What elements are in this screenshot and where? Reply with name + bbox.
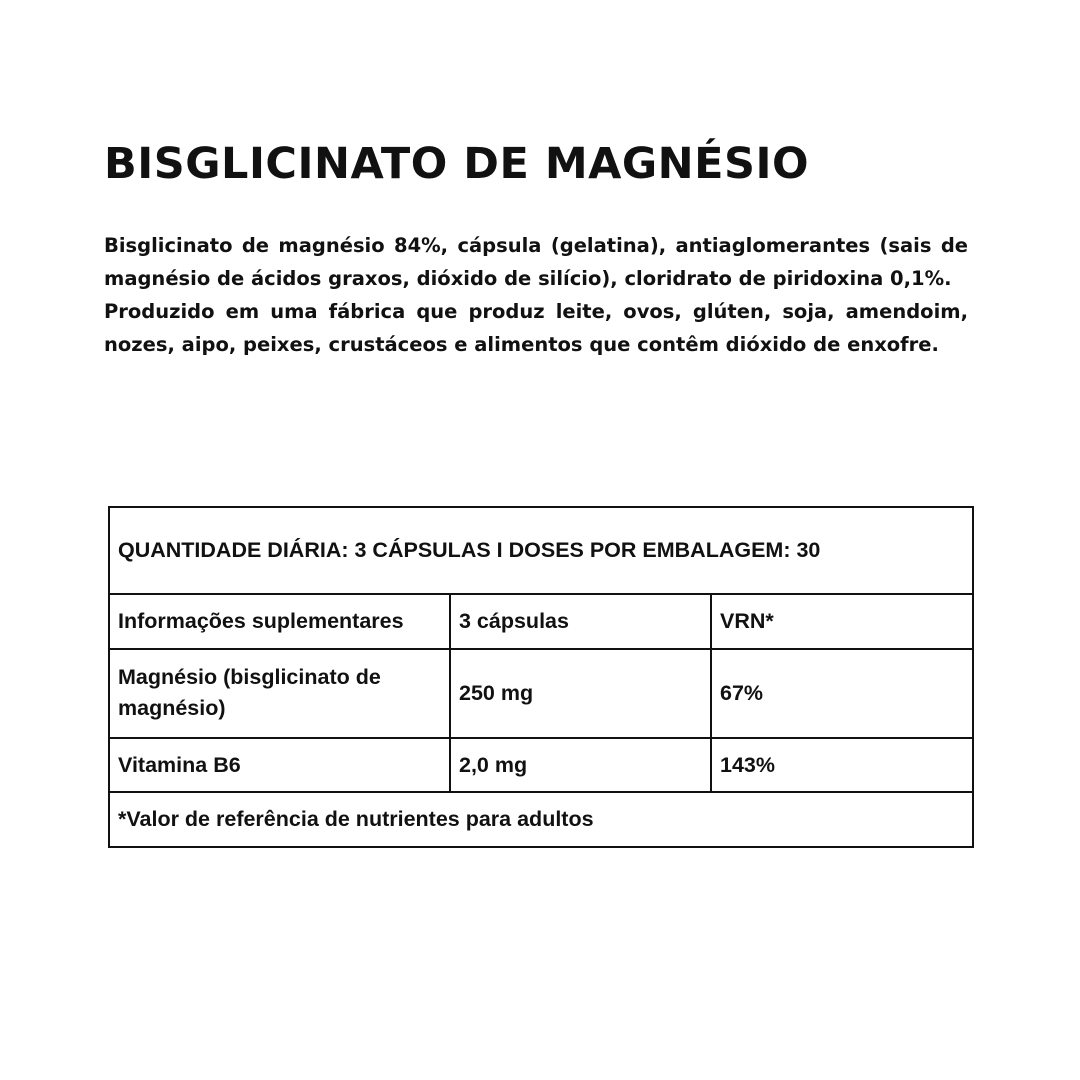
nutrient-amount: 2,0 mg <box>450 738 711 793</box>
nutrient-vrn: 67% <box>711 649 973 738</box>
nutrient-vrn: 143% <box>711 738 973 793</box>
table-row <box>109 738 973 793</box>
ingredients-text: Bisglicinato de magnésio 84%, cápsula (gelatina), antiaglomerantes (sais de magnésio de ácidos graxos, dióxido de silício), cloridrato de piridoxina 0,1%. <box>104 234 968 290</box>
nutrient-amount: 250 mg <box>450 649 711 738</box>
column-header-vrn: VRN* <box>711 594 973 649</box>
daily-quantity-header: QUANTIDADE DIÁRIA: 3 CÁPSULAS I DOSES POR EMBALAGEM: 30 <box>109 507 973 594</box>
table-header-row <box>109 507 973 594</box>
allergens-text: Produzido em uma fábrica que produz leite, ovos, glúten, soja, amendoim, nozes, aipo, peixes, crustáceos e alimentos que contêm dióxido de enxofre. <box>104 300 968 356</box>
nutrient-name: Magnésio (bisglicinato de magnésio) <box>109 649 450 738</box>
vrn-footnote: *Valor de referência de nutrientes para adultos <box>109 792 973 847</box>
column-header-info: Informações suplementares <box>109 594 450 649</box>
column-headers-row <box>109 594 973 649</box>
nutrition-table <box>108 506 974 848</box>
nutrient-name: Vitamina B6 <box>109 738 450 793</box>
product-description <box>104 229 968 361</box>
table-row <box>109 649 973 738</box>
column-header-dose: 3 cápsulas <box>450 594 711 649</box>
product-title: BISGLICINATO DE MAGNÉSIO <box>104 139 810 189</box>
table-footnote-row <box>109 792 973 847</box>
